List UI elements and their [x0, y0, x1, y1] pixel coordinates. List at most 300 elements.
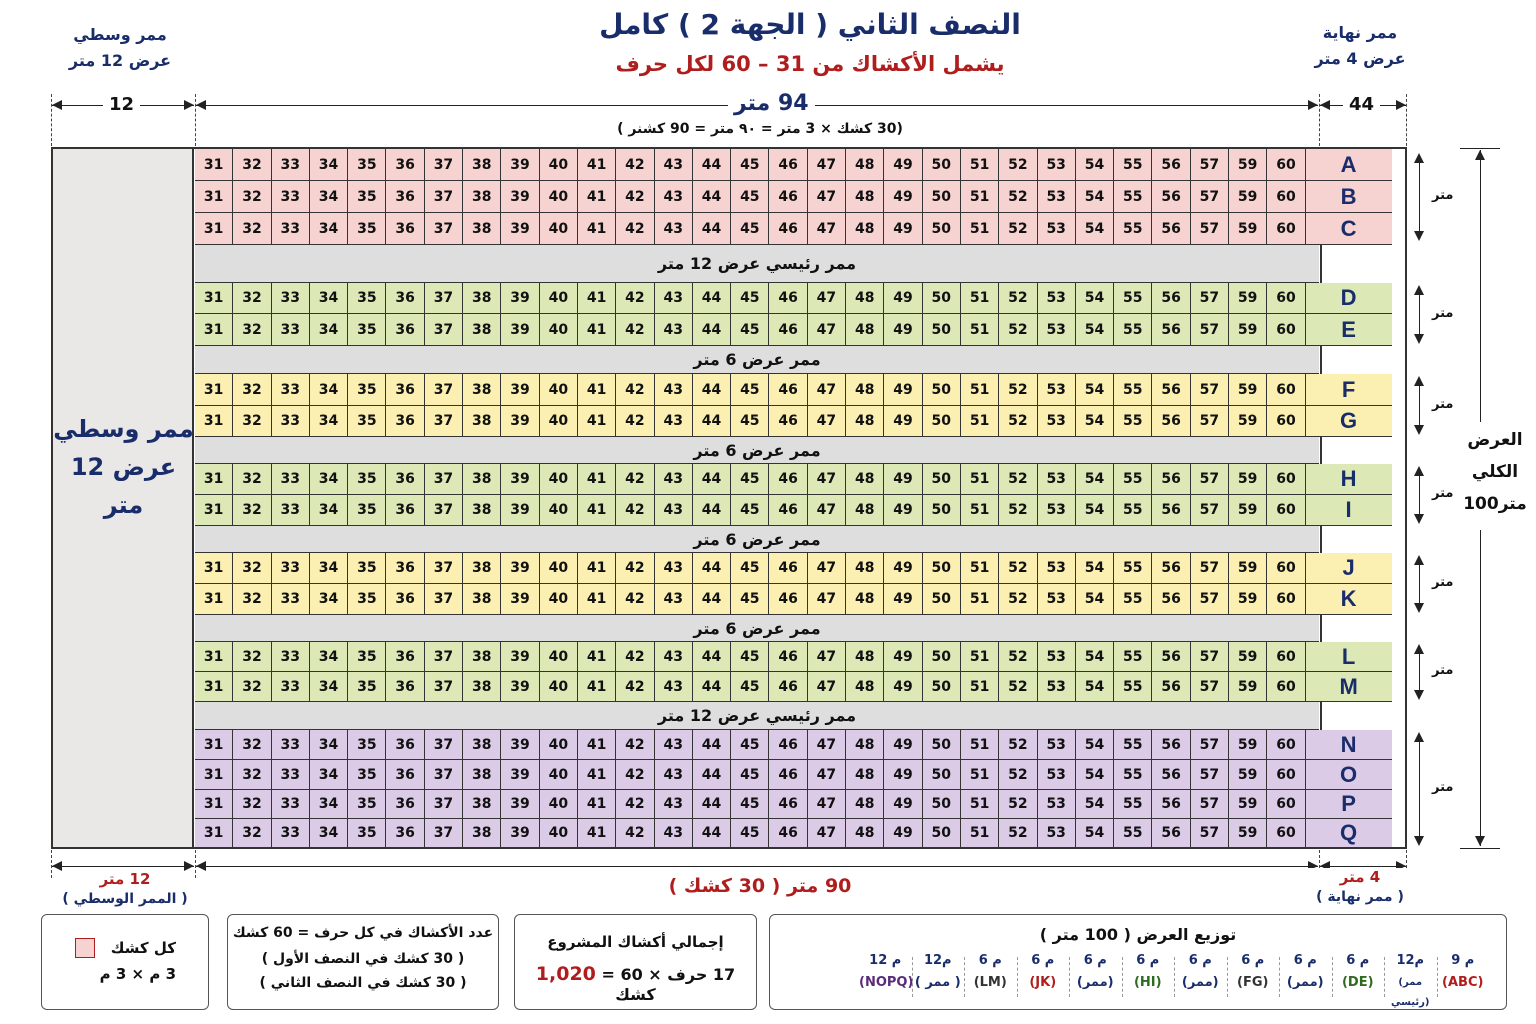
stall-cell: 38	[463, 213, 501, 245]
stall-cell: 59	[1229, 760, 1267, 790]
stall-cell: 42	[616, 584, 654, 615]
stall-cell: 51	[961, 406, 999, 437]
stall-cell: 54	[1076, 314, 1114, 346]
stall-cell: 60	[1267, 149, 1305, 181]
total-dim-line	[1480, 150, 1481, 422]
stall-cell: 49	[884, 760, 922, 790]
side-dim-line	[1419, 161, 1420, 233]
stall-cell: 31	[195, 790, 233, 819]
stall-cell: 35	[348, 464, 386, 495]
stall-cell: 39	[501, 149, 539, 181]
stall-cell: 60	[1267, 495, 1305, 526]
arrow-down-icon	[1414, 425, 1424, 435]
stall-cell: 34	[310, 819, 348, 848]
stall-row-a	[195, 149, 1406, 181]
stall-cell: 57	[1191, 672, 1229, 702]
stall-cell: 47	[808, 790, 846, 819]
stall-cell: 57	[1191, 374, 1229, 406]
total-dim-cap	[1460, 148, 1500, 149]
stall-cell: 52	[999, 730, 1037, 760]
stall-cell: 35	[348, 819, 386, 848]
stall-cell: 54	[1076, 642, 1114, 672]
stall-cell: 38	[463, 283, 501, 314]
stall-cell: 53	[1038, 213, 1076, 245]
stall-cell: 46	[769, 406, 807, 437]
stall-cell: 48	[846, 464, 884, 495]
stall-cell: 46	[769, 181, 807, 213]
stall-cell: 48	[846, 642, 884, 672]
stall-cell: 52	[999, 213, 1037, 245]
stall-cell: 33	[272, 314, 310, 346]
distribution-separator	[1122, 957, 1123, 997]
distribution-label: (ABC)	[1442, 975, 1484, 990]
stall-cell: 44	[693, 406, 731, 437]
row-letter: D	[1306, 283, 1392, 314]
stall-cell: 38	[463, 553, 501, 584]
stall-cell: 42	[616, 283, 654, 314]
distribution-separator	[1174, 957, 1175, 997]
stall-cell: 55	[1114, 642, 1152, 672]
side-dim-line	[1419, 652, 1420, 692]
arrow-up-icon	[1414, 376, 1424, 386]
stall-cell: 40	[540, 584, 578, 615]
stall-cell: 53	[1038, 584, 1076, 615]
stall-cell: 49	[884, 642, 922, 672]
stall-cell: 42	[616, 760, 654, 790]
stall-cell: 44	[693, 374, 731, 406]
stall-cell: 39	[501, 181, 539, 213]
stall-cell: 42	[616, 790, 654, 819]
stall-cell: 45	[731, 181, 769, 213]
stall-cell: 34	[310, 406, 348, 437]
stall-cell: 56	[1152, 149, 1190, 181]
stall-cell: 34	[310, 730, 348, 760]
stall-cell: 57	[1191, 553, 1229, 584]
side-dim-line	[1419, 740, 1420, 838]
stall-cell: 33	[272, 149, 310, 181]
row-letter: F	[1306, 374, 1392, 406]
stall-cell: 38	[463, 149, 501, 181]
stall-cell: 34	[310, 584, 348, 615]
stall-cell: 50	[923, 464, 961, 495]
stall-cell: 57	[1191, 406, 1229, 437]
stall-cell: 45	[731, 314, 769, 346]
stall-cell: 60	[1267, 181, 1305, 213]
stall-cell: 50	[923, 149, 961, 181]
stall-row-h	[195, 464, 1406, 495]
stall-cell: 46	[769, 760, 807, 790]
stall-cell: 46	[769, 730, 807, 760]
center-aisle-top-line2: عرض 12 متر	[68, 51, 172, 70]
stall-cell: 57	[1191, 730, 1229, 760]
bottom-main-width: 90 متر ( 30 كشك )	[560, 875, 960, 897]
stall-cell: 60	[1267, 374, 1305, 406]
stall-cell: 39	[501, 553, 539, 584]
side-dim-line	[1419, 293, 1420, 336]
stall-cell: 49	[884, 374, 922, 406]
stall-cell: 60	[1267, 553, 1305, 584]
stall-cell: 59	[1229, 283, 1267, 314]
distribution-label: (DE)	[1341, 975, 1374, 990]
stall-cell: 41	[578, 584, 616, 615]
side-dim-line	[1419, 384, 1420, 427]
total-dim-line	[1480, 530, 1481, 846]
stall-cell: 42	[616, 553, 654, 584]
distribution-item	[1227, 951, 1280, 993]
stall-cell: 32	[233, 406, 271, 437]
stall-cell: 50	[923, 730, 961, 760]
stall-cell: 54	[1076, 730, 1114, 760]
stall-cell: 55	[1114, 553, 1152, 584]
distribution-label: (HI)	[1133, 975, 1162, 990]
stall-cell: 40	[540, 213, 578, 245]
distribution-value: 6 م	[978, 953, 1002, 968]
stall-cell: 43	[655, 672, 693, 702]
stall-cell: 57	[1191, 642, 1229, 672]
stall-row-o	[195, 760, 1406, 790]
stall-cell: 32	[233, 495, 271, 526]
row-letter: L	[1306, 642, 1392, 672]
stall-cell: 45	[731, 406, 769, 437]
stall-cell: 43	[655, 760, 693, 790]
stall-cell: 31	[195, 374, 233, 406]
stall-cell: 44	[693, 819, 731, 848]
stall-cell: 53	[1038, 672, 1076, 702]
distribution-label: (ممر)	[1181, 975, 1219, 990]
bottom-left-label: ( الممر الوسطي )	[62, 891, 188, 907]
dim-line-bottom-right	[1320, 866, 1406, 867]
stall-cell: 42	[616, 672, 654, 702]
stall-cell: 60	[1267, 790, 1305, 819]
stall-cell: 31	[195, 464, 233, 495]
stall-cell: 60	[1267, 672, 1305, 702]
stall-cell: 53	[1038, 149, 1076, 181]
page-subtitle: يشمل الأكشاك من 31 – 60 لكل حرف	[615, 52, 1005, 76]
stall-cell: 56	[1152, 213, 1190, 245]
stall-cell: 53	[1038, 819, 1076, 848]
stall-cell: 51	[961, 760, 999, 790]
side-unit-label: متر	[1432, 188, 1454, 203]
distribution-value: 6 م	[1346, 953, 1370, 968]
stall-cell: 50	[923, 760, 961, 790]
stall-cell: 42	[616, 819, 654, 848]
stall-cell: 57	[1191, 584, 1229, 615]
stall-cell: 48	[846, 213, 884, 245]
stall-cell: 57	[1191, 213, 1229, 245]
stall-cell: 43	[655, 181, 693, 213]
stall-cell: 49	[884, 314, 922, 346]
stall-cell: 39	[501, 374, 539, 406]
stall-cell: 59	[1229, 819, 1267, 848]
stall-cell: 31	[195, 149, 233, 181]
stall-cell: 54	[1076, 406, 1114, 437]
stall-cell: 45	[731, 213, 769, 245]
stall-cell: 43	[655, 213, 693, 245]
side-unit-label: متر	[1432, 486, 1454, 501]
stall-cell: 48	[846, 495, 884, 526]
stall-cell: 37	[425, 790, 463, 819]
stall-cell: 38	[463, 406, 501, 437]
stall-cell: 35	[348, 213, 386, 245]
stall-cell: 43	[655, 495, 693, 526]
stall-cell: 41	[578, 181, 616, 213]
stall-cell: 50	[923, 495, 961, 526]
stall-cell: 59	[1229, 584, 1267, 615]
row-letter: M	[1306, 672, 1392, 702]
stall-cell: 57	[1191, 149, 1229, 181]
stall-cell: 41	[578, 642, 616, 672]
stall-cell: 35	[348, 374, 386, 406]
stall-cell: 41	[578, 760, 616, 790]
stall-cell: 44	[693, 213, 731, 245]
stall-cell: 42	[616, 181, 654, 213]
bottom-left-value: 12 متر	[99, 870, 151, 888]
count-box	[227, 914, 499, 1010]
stall-cell: 34	[310, 790, 348, 819]
stall-row-e	[195, 314, 1406, 346]
distribution-item	[1017, 951, 1070, 993]
stall-cell: 31	[195, 760, 233, 790]
stall-cell: 41	[578, 495, 616, 526]
stall-cell: 59	[1229, 181, 1267, 213]
stall-cell: 56	[1152, 181, 1190, 213]
stall-cell: 31	[195, 314, 233, 346]
stall-cell: 32	[233, 730, 271, 760]
stall-cell: 51	[961, 464, 999, 495]
stall-cell: 59	[1229, 642, 1267, 672]
stall-cell: 50	[923, 553, 961, 584]
stall-cell: 39	[501, 406, 539, 437]
distribution-label: (NOPQ)	[859, 975, 914, 990]
stall-cell: 40	[540, 283, 578, 314]
stall-cell: 40	[540, 672, 578, 702]
stall-cell: 36	[386, 314, 424, 346]
stall-cell: 53	[1038, 495, 1076, 526]
row-letter: P	[1306, 790, 1392, 819]
stall-cell: 51	[961, 819, 999, 848]
stall-cell: 45	[731, 149, 769, 181]
stall-cell: 35	[348, 314, 386, 346]
stall-cell: 36	[386, 730, 424, 760]
stall-cell: 46	[769, 149, 807, 181]
stall-cell: 47	[808, 374, 846, 406]
stall-cell: 47	[808, 495, 846, 526]
stall-cell: 44	[693, 584, 731, 615]
stall-cell: 55	[1114, 314, 1152, 346]
row-letter: K	[1306, 584, 1392, 615]
stall-cell: 43	[655, 819, 693, 848]
stall-cell: 35	[348, 584, 386, 615]
stall-cell: 43	[655, 790, 693, 819]
stall-cell: 45	[731, 584, 769, 615]
stall-cell: 38	[463, 672, 501, 702]
stall-cell: 54	[1076, 819, 1114, 848]
stall-cell: 53	[1038, 314, 1076, 346]
stall-cell: 56	[1152, 819, 1190, 848]
arrow-left-icon	[196, 861, 206, 871]
count-line1: عدد الأكشاك في كل حرف = 60 كشك	[232, 925, 494, 941]
total-formula	[515, 963, 756, 1004]
stall-row-f	[195, 374, 1406, 406]
stall-cell: 39	[501, 819, 539, 848]
stall-cell: 35	[348, 181, 386, 213]
stall-cell: 39	[501, 213, 539, 245]
row-letter: Q	[1306, 819, 1392, 848]
stall-cell: 37	[425, 213, 463, 245]
distribution-label: (LM)	[973, 975, 1007, 990]
arrow-down-icon	[1414, 231, 1424, 241]
stall-cell: 56	[1152, 314, 1190, 346]
stall-cell: 36	[386, 553, 424, 584]
dim-main-width: 94 متر	[728, 91, 815, 116]
legend-box	[41, 914, 209, 1010]
stall-cell: 33	[272, 642, 310, 672]
stall-cell: 44	[693, 760, 731, 790]
row-letter: C	[1306, 213, 1392, 245]
stall-cell: 49	[884, 495, 922, 526]
stall-cell: 44	[693, 790, 731, 819]
distribution-value: 6 م	[1136, 953, 1160, 968]
stall-cell: 43	[655, 642, 693, 672]
bottom-right-value: 4 متر	[1295, 868, 1425, 886]
stall-cell: 53	[1038, 374, 1076, 406]
stall-row-k	[195, 584, 1406, 615]
stall-cell: 40	[540, 790, 578, 819]
total-dim-cap	[1460, 848, 1500, 849]
stall-cell: 53	[1038, 283, 1076, 314]
stall-cell: 34	[310, 314, 348, 346]
stall-cell: 37	[425, 672, 463, 702]
stall-cell: 45	[731, 790, 769, 819]
stall-cell: 40	[540, 553, 578, 584]
stall-cell: 45	[731, 760, 769, 790]
stall-cell: 32	[233, 314, 271, 346]
stall-cell: 46	[769, 553, 807, 584]
dim-left-width: 12	[103, 94, 140, 115]
stall-cell: 48	[846, 283, 884, 314]
arrow-up-icon	[1414, 285, 1424, 295]
stall-cell: 54	[1076, 672, 1114, 702]
stall-cell: 60	[1267, 642, 1305, 672]
stall-cell: 36	[386, 213, 424, 245]
stall-cell: 46	[769, 283, 807, 314]
stall-cell: 51	[961, 374, 999, 406]
stall-cell: 39	[501, 730, 539, 760]
stall-cell: 35	[348, 760, 386, 790]
arrow-down-icon	[1414, 603, 1424, 613]
stall-cell: 47	[808, 406, 846, 437]
legend-line1: كل كشك	[110, 939, 176, 957]
stall-cell: 51	[961, 181, 999, 213]
stall-cell: 46	[769, 672, 807, 702]
stall-cell: 32	[233, 819, 271, 848]
stall-cell: 34	[310, 760, 348, 790]
stall-cell: 35	[348, 730, 386, 760]
center-aisle-top-line1: ممر وسطي	[73, 25, 167, 44]
distribution-value: 6 م	[1293, 953, 1317, 968]
stall-cell: 40	[540, 760, 578, 790]
stall-cell: 35	[348, 553, 386, 584]
stall-cell: 56	[1152, 672, 1190, 702]
stall-cell: 43	[655, 314, 693, 346]
stall-cell: 53	[1038, 642, 1076, 672]
stall-cell: 38	[463, 374, 501, 406]
stall-cell: 31	[195, 283, 233, 314]
stall-cell: 50	[923, 672, 961, 702]
distribution-separator	[1279, 957, 1280, 997]
stall-cell: 39	[501, 584, 539, 615]
stall-cell: 32	[233, 672, 271, 702]
legend-line2: 3 م × 3 م	[99, 965, 176, 983]
stall-cell: 37	[425, 374, 463, 406]
stall-cell: 52	[999, 406, 1037, 437]
stall-cell: 47	[808, 730, 846, 760]
stall-cell: 53	[1038, 760, 1076, 790]
stall-cell: 44	[693, 181, 731, 213]
stall-cell: 54	[1076, 149, 1114, 181]
stall-cell: 59	[1229, 672, 1267, 702]
arrow-down-icon	[1414, 514, 1424, 524]
total-width-line2: الكلي	[1471, 462, 1519, 482]
dim-right-width: 44	[1343, 94, 1380, 115]
side-unit-label: متر	[1432, 575, 1454, 590]
stall-cell: 44	[693, 672, 731, 702]
stall-cell: 38	[463, 760, 501, 790]
distribution-item	[1174, 951, 1227, 993]
stall-cell: 54	[1076, 584, 1114, 615]
row-letter: B	[1306, 181, 1392, 213]
stall-cell: 59	[1229, 553, 1267, 584]
stall-cell: 47	[808, 464, 846, 495]
stall-cell: 37	[425, 584, 463, 615]
stall-cell: 38	[463, 642, 501, 672]
stall-cell: 52	[999, 149, 1037, 181]
distribution-label: ( ممر )	[914, 975, 961, 990]
center-aisle-label: ممر وسطي عرض 12 متر	[53, 415, 194, 519]
arrow-down-icon	[1414, 334, 1424, 344]
stall-cell: 49	[884, 584, 922, 615]
row-letter: I	[1306, 495, 1392, 526]
stall-cell: 59	[1229, 314, 1267, 346]
stall-cell: 37	[425, 181, 463, 213]
stall-cell: 31	[195, 730, 233, 760]
stall-cell: 40	[540, 406, 578, 437]
stall-cell: 54	[1076, 464, 1114, 495]
stall-cell: 46	[769, 584, 807, 615]
stall-cell: 50	[923, 584, 961, 615]
stall-cell: 47	[808, 213, 846, 245]
stall-cell: 33	[272, 584, 310, 615]
stall-cell: 38	[463, 819, 501, 848]
stall-cell: 41	[578, 149, 616, 181]
stall-cell: 48	[846, 314, 884, 346]
stall-cell: 37	[425, 406, 463, 437]
stall-cell: 54	[1076, 553, 1114, 584]
stall-cell: 55	[1114, 283, 1152, 314]
stall-cell: 48	[846, 181, 884, 213]
dim-main-formula: (30 كشك × 3 متر = ۹۰ متر = 90 كشنر )	[617, 121, 903, 137]
stall-cell: 54	[1076, 283, 1114, 314]
stall-cell: 55	[1114, 730, 1152, 760]
stall-cell: 34	[310, 553, 348, 584]
stall-cell: 32	[233, 790, 271, 819]
stall-cell: 48	[846, 406, 884, 437]
total-value: 1,020	[535, 963, 596, 985]
stall-cell: 52	[999, 181, 1037, 213]
stall-cell: 60	[1267, 464, 1305, 495]
stall-cell: 40	[540, 730, 578, 760]
stall-cell: 51	[961, 149, 999, 181]
